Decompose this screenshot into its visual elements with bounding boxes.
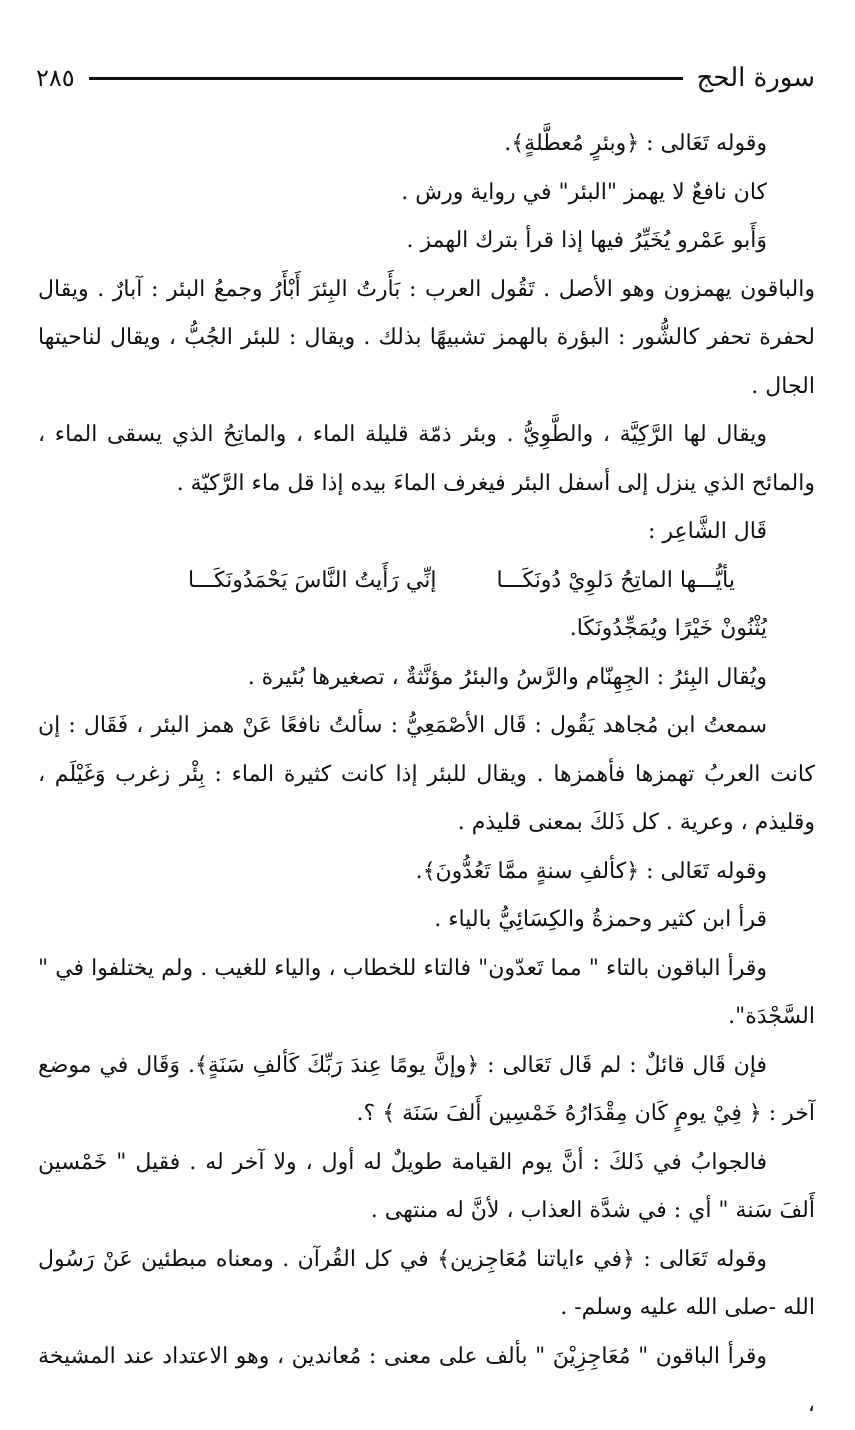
surah-title: سورة الحج	[696, 63, 815, 93]
verse-hemistich: إنِّي رَأَيتُ النَّاسَ يَحْمَدُونَكَـــا	[187, 567, 437, 593]
paragraph: فالجوابُ في ذَلكَ : أنَّ يوم القيامة طويلٌ له أول ، ولا آخر له . فقيل " خَمْسين أَلفَ سَنة " أي : في شدَّة العذاب ، لأنَّ له منتهى .	[38, 1149, 815, 1223]
page-number: ٢٨٥	[36, 64, 75, 92]
verse-hemistich: يأيُّـــها الماتِحُ دَلوِيْ دُونَكَـــا	[496, 567, 735, 593]
page-header	[36, 58, 815, 98]
paragraph: قرأ ابن كثير وحمزةُ والكِسَائِيُّ بالياء .	[434, 907, 767, 932]
paragraph: وقرأ الباقون بالتاء " مما تَعدّون" فالتاء للخطاب ، والياء للغيب . ولم يختلفوا في " السَّجْدَة".	[38, 955, 815, 1029]
paragraph: وَأَبو عَمْرو يُخَيِّرُ فيها إذا قرأ بترك الهمز .	[406, 228, 767, 253]
paragraph: وقوله تَعَالى : ﴿كألفِ سنةٍ ممَّا تَعُدُّونَ﴾.	[415, 858, 767, 884]
header-rule	[89, 77, 683, 80]
verse-line: يُثْنُونْ خَيْرًا ويُمَجِّدُونَكَا.	[569, 616, 767, 641]
paragraph: سمعتُ ابن مُجاهد يَقُول : قَال الأصْمَعِيُّ : سألتُ نافعًا عَنْ همز البئر ، فَقَال : إن كانت العربُ تهمزها فأهمزها . ويقال للبئر إذا كانت كثيرة الماء : بِئْر زغرب وَغَيْلَم ، وقليذم ، وعرية . كل ذَلكَ بمعنى قليذم .	[38, 713, 815, 835]
paragraph: وقوله تَعَالى : ﴿وبئرٍ مُعطَّلةٍ﴾.	[504, 131, 767, 156]
paragraph: فإن قَال قائلٌ : لم قَال تَعَالى : ﴿وإنَّ يومًا عِندَ رَبِّكَ كَألفِ سَنَةٍ﴾. وَقَال في موضع آخر : ﴿ فِيْ يومٍ كَان مِقْدَارُهُ خَمْسِين أَلفَ سَنَة ﴾ ؟.	[38, 1052, 815, 1126]
paragraph: ويقال لها الرَّكِيَّة ، والطَّوِيُّ . وبئر ذمّة قليلة الماء ، والماتِحُ الذي يسقى الماء ، والمائح الذي ينزل إلى أسفل البئر فيغرف الماءَ بيده إذا قل ماء الرَّكيّة .	[38, 422, 815, 496]
paragraph: والباقون يهمزون وهو الأصل . تَقُول العرب : بَأَرتُ البِئرَ أَبْأَرُ وجمعُ البئر : آبارٌ . ويقال لحفرة تحفر كالشُّور : البؤرة بالهمز تشبيهًا بذلك . ويقال : للبئر الجُبُّ ، ويقال لناحيتها الجال .	[38, 276, 815, 399]
poetry-verse	[38, 557, 815, 606]
paragraph: وقرأ الباقون " مُعَاجِزِيْنَ " بألف على معنى : مُعاندين ، وهو الاعتداد عند المشيخة ،	[38, 1343, 815, 1417]
paragraph: قَال الشَّاعِر :	[647, 519, 767, 544]
paragraph: ويُقال البِئرُ : الجِهِنّام والرَّسُ والبئرُ مؤنَّثةٌ ، تصغيرها بُئيرة .	[247, 664, 767, 690]
paragraph: وقوله تَعَالى : ﴿في ءاياتنا مُعَاجِزين﴾ في كل القُرآن . ومعناه مبطئين عَنْ رَسُول الله -صلى الله عليه وسلم- .	[38, 1246, 815, 1320]
page-body	[38, 120, 815, 1417]
paragraph: كان نافعٌ لا يهمز "البئر" في رواية ورش .	[401, 179, 767, 205]
